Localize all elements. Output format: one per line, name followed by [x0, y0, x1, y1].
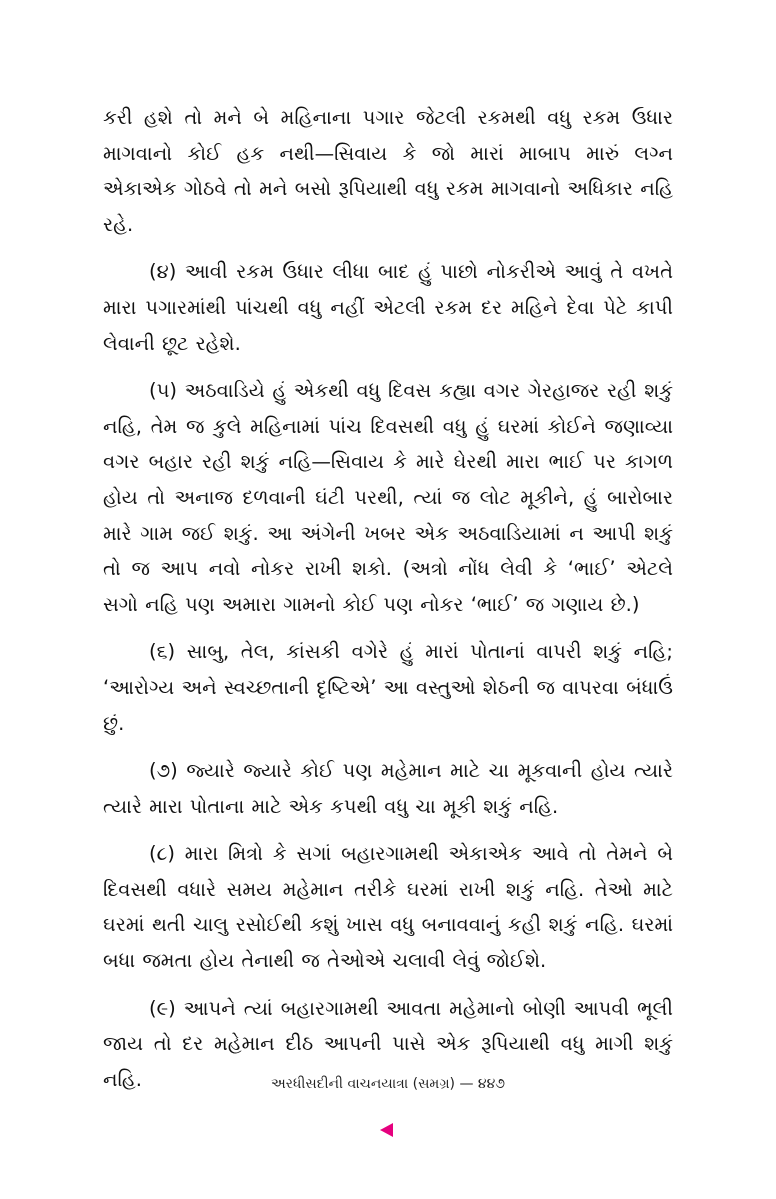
- body-text: [103, 100, 673, 1109]
- previous-page-arrow-icon[interactable]: [380, 1123, 393, 1137]
- paragraph-clause-9: (૯) આપને ત્યાં બહારગામથી આવતા મહેમાનો બોણી આપવી ભૂલી જાય તો દર મહેમાન દીઠ આપની પાસે એક રૂપિયાથી વધુ માગી શકું નહિ.: [103, 996, 673, 1091]
- paragraph-clause-7: (૭) જ્યારે જ્યારે કોઈ પણ મહેમાન માટે ચા મૂકવાની હોય ત્યારે ત્યારે મારા પોતાના માટે એક કપથી વધુ ચા મૂકી શકું નહિ.: [103, 759, 673, 818]
- paragraph-clause-4: (૪) આવી રકમ ઉધાર લીધા બાદ હું પાછો નોકરીએ આવું તે વખતે મારા પગારમાંથી પાંચથી વધુ નહીં એટલી રકમ દર મહિને દેવા પેટે કાપી લેવાની છૂટ રહેશે.: [103, 260, 673, 355]
- page-footer: અરધીસદીની વાચનયાત્રા (સમગ્ર) — ૪૪૭: [271, 1076, 505, 1092]
- paragraph-clause-6: (૬) સાબુ, તેલ, કાંસકી વગેરે હું મારાં પોતાનાં વાપરી શકું નહિ; ‘આરોગ્ય અને સ્વચ્છતાની દૃષ્ટિએ’ આ વસ્તુઓ શેઠની જ વાપરવા બંધાઉં છું.: [103, 640, 673, 735]
- paragraph-continued: કરી હશે તો મને બે મહિનાના પગાર જેટલી રકમથી વધુ રકમ ઉધાર માગવાનો કોઈ હક નથી—સિવાય કે જો મારાં માબાપ મારું લગ્ન એકાએક ગોઠવે તો મને બસો રૂપિયાથી વધુ રકમ માગવાનો અધિકાર નહિ રહે.: [103, 106, 673, 236]
- paragraph-clause-5: (૫) અઠવાડિયે હું એકથી વધુ દિવસ કહ્યા વગર ગેરહાજર રહી શકું નહિ, તેમ જ કુલે મહિનામાં પાંચ દિવસથી વધુ હું ઘરમાં કોઈને જણાવ્યા વગર બહાર રહી શકું નહિ—સિવાય કે મારે ઘેરથી મારા ભાઈ પર કાગળ હોય તો અનાજ દળવાની ઘંટી પરથી, ત્યાં જ લોટ મૂકીને, હું બારોબાર મારે ગામ જઈ શકું. આ અંગેની ખબર એક અઠવાડિયામાં ન આપી શકું તો જ આપ નવો નોકર રાખી શકો. (અત્રો નોંધ લેવી કે ‘ભાઈ’ એટલે સગો નહિ પણ અમારા ગામનો કોઈ પણ નોકર ‘ભાઈ’ જ ગણાય છે.): [103, 379, 673, 616]
- paragraph-clause-8: (૮) મારા મિત્રો કે સગાં બહારગામથી એકાએક આવે તો તેમને બે દિવસથી વધારે સમય મહેમાન તરીકે ઘરમાં રાખી શકું નહિ. તેઓ માટે ઘરમાં થતી ચાલુ રસોઈથી કશું ખાસ વધુ બનાવવાનું કહી શકું નહિ. ઘરમાં બધા જમતા હોય તેનાથી જ તેઓએ ચલાવી લેવું જોઈશે.: [103, 842, 673, 973]
